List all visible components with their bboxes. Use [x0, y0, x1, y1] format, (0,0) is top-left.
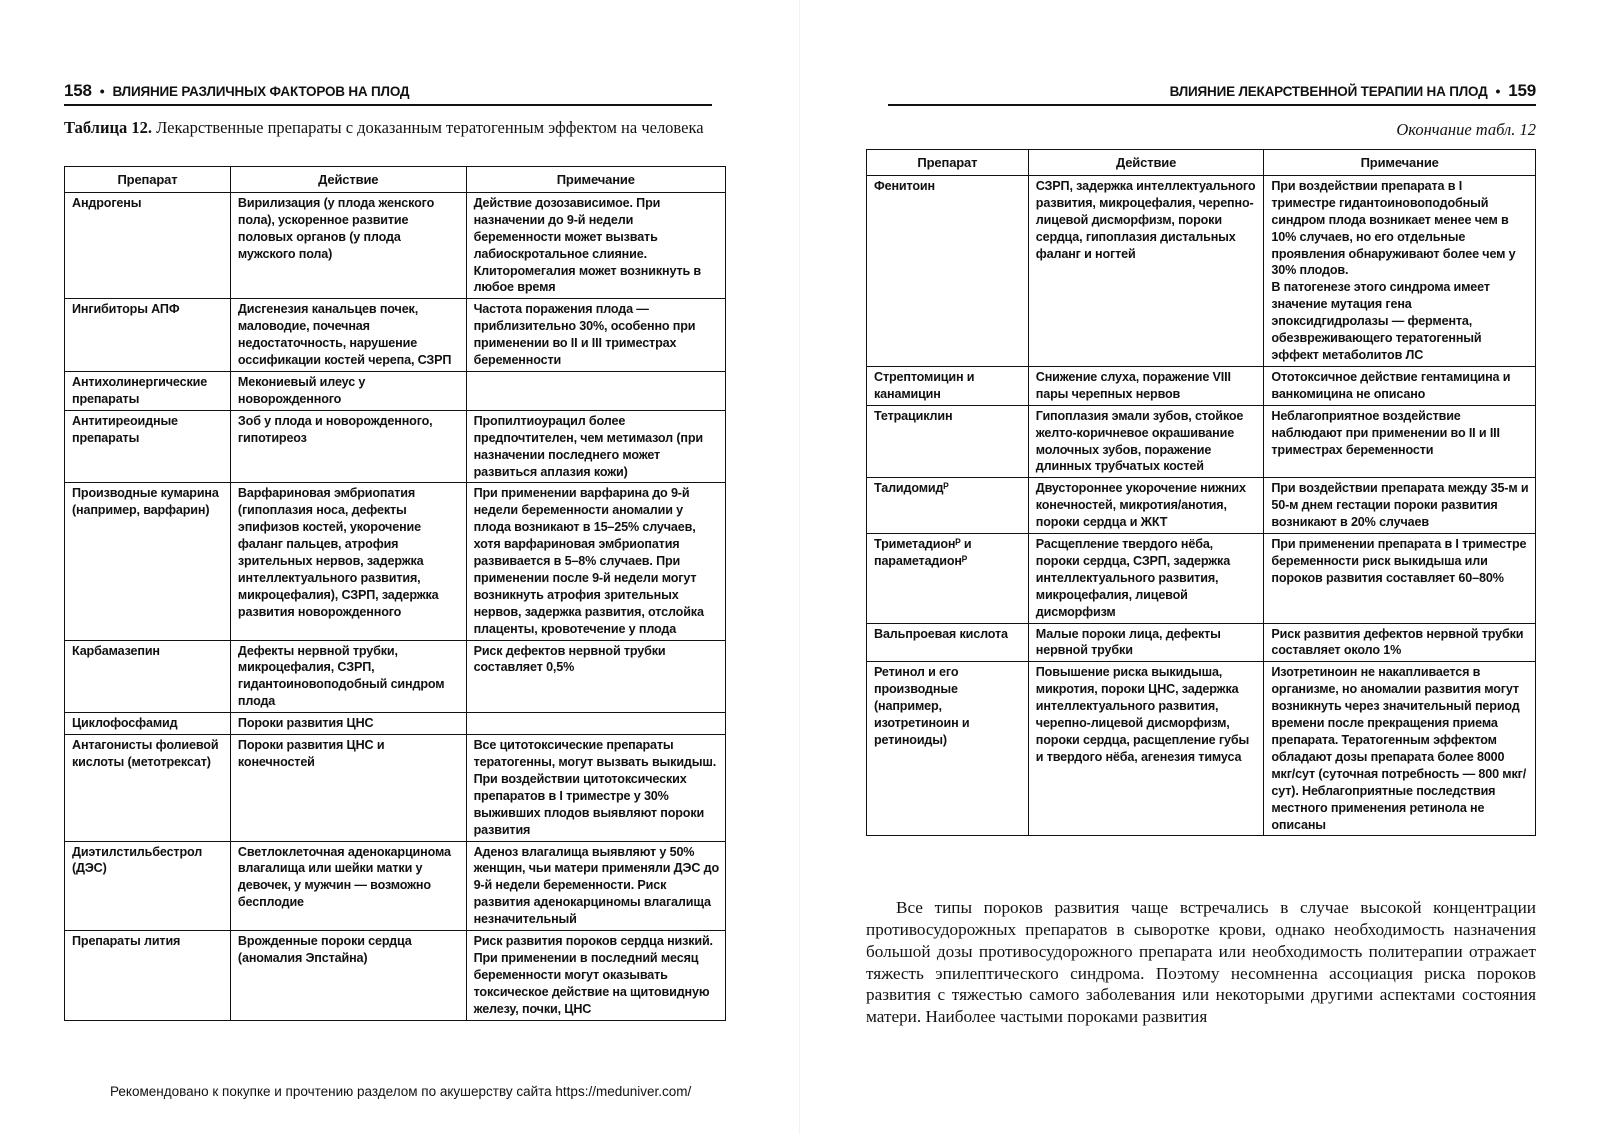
header-drug: Препарат — [867, 150, 1029, 176]
cell-drug: Антихолинергические препараты — [65, 371, 231, 410]
cell-action: Вирилизация (у плода женского пола), ускоренное развитие половых органов (у плода мужского пола) — [230, 192, 466, 298]
table-row — [65, 713, 726, 735]
right-head-bullet: • — [1495, 83, 1501, 99]
cell-drug: Ретинол и его производные (например, изотретиноин и ретиноиды) — [867, 662, 1029, 836]
left-running-head — [64, 78, 712, 106]
header-action: Действие — [230, 167, 466, 193]
table-row — [65, 735, 726, 841]
cell-action: Варфариновая эмбриопатия (гипоплазия носа, дефекты эпифизов костей, укорочение фаланг пальцев, атрофия зрительных нервов, задержка интеллектуального развития, микроцефалия), СЗРП, задержка развития новорожденного — [230, 483, 466, 640]
right-page — [800, 0, 1600, 1134]
cell-action: Малые пороки лица, дефекты нервной трубки — [1028, 623, 1264, 662]
table-row — [867, 478, 1536, 534]
cell-note: Риск развития дефектов нервной трубки составляет около 1% — [1264, 623, 1536, 662]
cell-drug: Фенитоин — [867, 175, 1029, 366]
body-paragraph: Все типы пороков развития чаще встречались в случае высокой концентрации противосудорожных препаратов в сыворотке крови, однако необходимость назначения большой дозы противосудорожного препарата или необходимость политерапии отражает тяжесть эпилептического синдрома. Поэтому несомненна ассоциация риска пороков развития с тяжестью самого заболевания или некоторыми другими аспектами состояния матери. Наиболее частыми пороками развития — [866, 898, 1536, 1027]
cell-action: Дисгенезия канальцев почек, маловодие, почечная недостаточность, нарушение оссификации костей черепа, СЗРП — [230, 299, 466, 372]
cell-note: Ототоксичное действие гентамицина и ванкомицина не описано — [1264, 366, 1536, 405]
cell-drug: Карбамазепин — [65, 640, 231, 713]
table-row — [65, 371, 726, 410]
cell-drug: Вальпроевая кислота — [867, 623, 1029, 662]
cell-note: Пропилтиоурацил более предпочтителен, чем метимазол (при назначении последнего может развиться аплазия кожи) — [466, 410, 725, 483]
cell-action: Снижение слуха, поражение VIII пары черепных нервов — [1028, 366, 1264, 405]
cell-note: Частота поражения плода — приблизительно 30%, особенно при применении во II и III триместрах беременности — [466, 299, 725, 372]
cell-drug: Тетрациклин — [867, 405, 1029, 478]
cell-drug: Андрогены — [65, 192, 231, 298]
cell-action: Расщепление твердого нёба, пороки сердца, СЗРП, задержка интеллектуального развития, микроцефалия, лицевой дисморфизм — [1028, 534, 1264, 624]
cell-note: При воздействии препарата в I триместре гидантоиновоподобный синдром плода возникает менее чем в 10% случаев, но его отдельные проявления обнаруживают более чем у 30% плодов. В патогенезе этого синдрома имеет значение мутация гена эпоксидгидролазы — фермента, обезвреживающего тератогенный эффект метаболитов ЛС — [1264, 175, 1536, 366]
table-row — [65, 410, 726, 483]
table-row — [65, 931, 726, 1021]
header-note: Примечание — [466, 167, 725, 193]
table-row — [65, 640, 726, 713]
cell-drug: Талидомидᴾ — [867, 478, 1029, 534]
table-row — [65, 841, 726, 931]
cell-drug: Стрептомицин и канамицин — [867, 366, 1029, 405]
cell-action: Пороки развития ЦНС и конечностей — [230, 735, 466, 841]
cell-note: Неблагоприятное воздействие наблюдают при применении во II и III триместрах беременности — [1264, 405, 1536, 478]
table-row — [65, 299, 726, 372]
cell-action: Повышение риска выкидыша, микротия, пороки ЦНС, задержка интеллектуального развития, черепно-лицевой дисморфизм, пороки сердца, расщепление губы и твердого нёба, агенезия тимуса — [1028, 662, 1264, 836]
cell-note: При воздействии препарата между 35-м и 50-м днем гестации пороки развития возникают в 20% случаев — [1264, 478, 1536, 534]
left-running-head-title: ВЛИЯНИЕ РАЗЛИЧНЫХ ФАКТОРОВ НА ПЛОД — [112, 83, 410, 99]
cell-action: Пороки развития ЦНС — [230, 713, 466, 735]
cell-drug: Диэтилстильбестрол (ДЭС) — [65, 841, 231, 931]
cell-drug: Препараты лития — [65, 931, 231, 1021]
right-running-head-title: ВЛИЯНИЕ ЛЕКАРСТВЕННОЙ ТЕРАПИИ НА ПЛОД — [1169, 83, 1488, 99]
table-caption-label: Таблица 12. — [64, 118, 152, 137]
header-action: Действие — [1028, 150, 1264, 176]
cell-note: При применении варфарина до 9-й недели беременности аномалии у плода возникают в 15–25% случаев, хотя варфариновая эмбриопатия развивается в 5–8% случаев. При применении после 9-й недели могут возникнуть атрофия зрительных нервов, задержка развития, отслойка плаценты, кровотечение у плода — [466, 483, 725, 640]
table-caption-text: Лекарственные препараты с доказанным тератогенным эффектом на человека — [156, 118, 704, 137]
cell-note: Действие дозозависимое. При назначении до 9-й недели беременности может вызвать лабиоскротальное слияние. Клиторомегалия может возникнуть в любое время — [466, 192, 725, 298]
cell-note: Аденоз влагалища выявляют у 50% женщин, чьи матери применяли ДЭС до 9-й недели беременности. Риск развития аденокарциномы влагалища незначительный — [466, 841, 725, 931]
table-row — [867, 175, 1536, 366]
cell-drug: Производные кумарина (например, варфарин) — [65, 483, 231, 640]
cell-action: Зоб у плода и новорожденного, гипотиреоз — [230, 410, 466, 483]
cell-action: СЗРП, задержка интеллектуального развития, микроцефалия, черепно-лицевой дисморфизм, пороки сердца, гипоплазия дистальных фаланг и ногтей — [1028, 175, 1264, 366]
cell-drug: Ингибиторы АПФ — [65, 299, 231, 372]
drug-table-right — [866, 149, 1536, 836]
cell-note: Риск развития пороков сердца низкий. При применении в последний месяц беременности могут оказывать токсическое действие на щитовидную железу, почки, ЦНС — [466, 931, 725, 1021]
cell-action: Светлоклеточная аденокарцинома влагалища или шейки матки у девочек, у мужчин — возможно бесплодие — [230, 841, 466, 931]
cell-note: Все цитотоксические препараты тератогенны, могут вызвать выкидыш. При воздействии цитотоксических препаратов в I триместре у 30% выживших плодов выявляют пороки развития — [466, 735, 725, 841]
cell-note — [466, 713, 725, 735]
cell-drug: Антитиреоидные препараты — [65, 410, 231, 483]
cell-drug: Циклофосфамид — [65, 713, 231, 735]
footer-recommendation: Рекомендовано к покупке и прочтению разделом по акушерству сайта https://meduniver.com/ — [110, 1084, 692, 1099]
cell-action: Мекониевый илеус у новорожденного — [230, 371, 466, 410]
cell-note: При применении препарата в I триместре беременности риск выкидыша или пороков развития составляет 60–80% — [1264, 534, 1536, 624]
drug-table-left — [64, 166, 726, 1021]
header-note: Примечание — [1264, 150, 1536, 176]
table-row — [65, 192, 726, 298]
table-continuation-label: Окончание табл. 12 — [1396, 120, 1536, 139]
cell-action: Врожденные пороки сердца (аномалия Эпстайна) — [230, 931, 466, 1021]
table-header-row — [65, 167, 726, 193]
right-page-number: 159 — [1508, 81, 1536, 100]
right-running-head — [888, 78, 1536, 106]
cell-note: Изотретиноин не накапливается в организме, но аномалии развития могут возникнуть через значительный период времени после прекращения приема препарата. Тератогенным эффектом обладают дозы препарата более 8000 мкг/сут (суточная потребность — 800 мкг/сут). Неблагоприятные последствия местного применения ретинола не описаны — [1264, 662, 1536, 836]
table-caption — [64, 118, 712, 138]
cell-action: Дефекты нервной трубки, микроцефалия, СЗРП, гидантоиновоподобный синдром плода — [230, 640, 466, 713]
cell-drug: Антагонисты фолиевой кислоты (метотрексат) — [65, 735, 231, 841]
cell-action: Гипоплазия эмали зубов, стойкое желто-коричневое окрашивание молочных зубов, поражение длинных трубчатых костей — [1028, 405, 1264, 478]
table-row — [65, 483, 726, 640]
table-row — [867, 623, 1536, 662]
left-page-number: 158 — [64, 81, 92, 100]
table-row — [867, 405, 1536, 478]
table-header-row — [867, 150, 1536, 176]
cell-note — [466, 371, 725, 410]
table-row — [867, 662, 1536, 836]
cell-drug: Триметадионᴾ и параметадионᴾ — [867, 534, 1029, 624]
cell-note: Риск дефектов нервной трубки составляет 0,5% — [466, 640, 725, 713]
table-row — [867, 534, 1536, 624]
cell-action: Двустороннее укорочение нижних конечностей, микротия/анотия, пороки сердца и ЖКТ — [1028, 478, 1264, 534]
left-head-bullet: • — [99, 83, 105, 99]
table-row — [867, 366, 1536, 405]
header-drug: Препарат — [65, 167, 231, 193]
